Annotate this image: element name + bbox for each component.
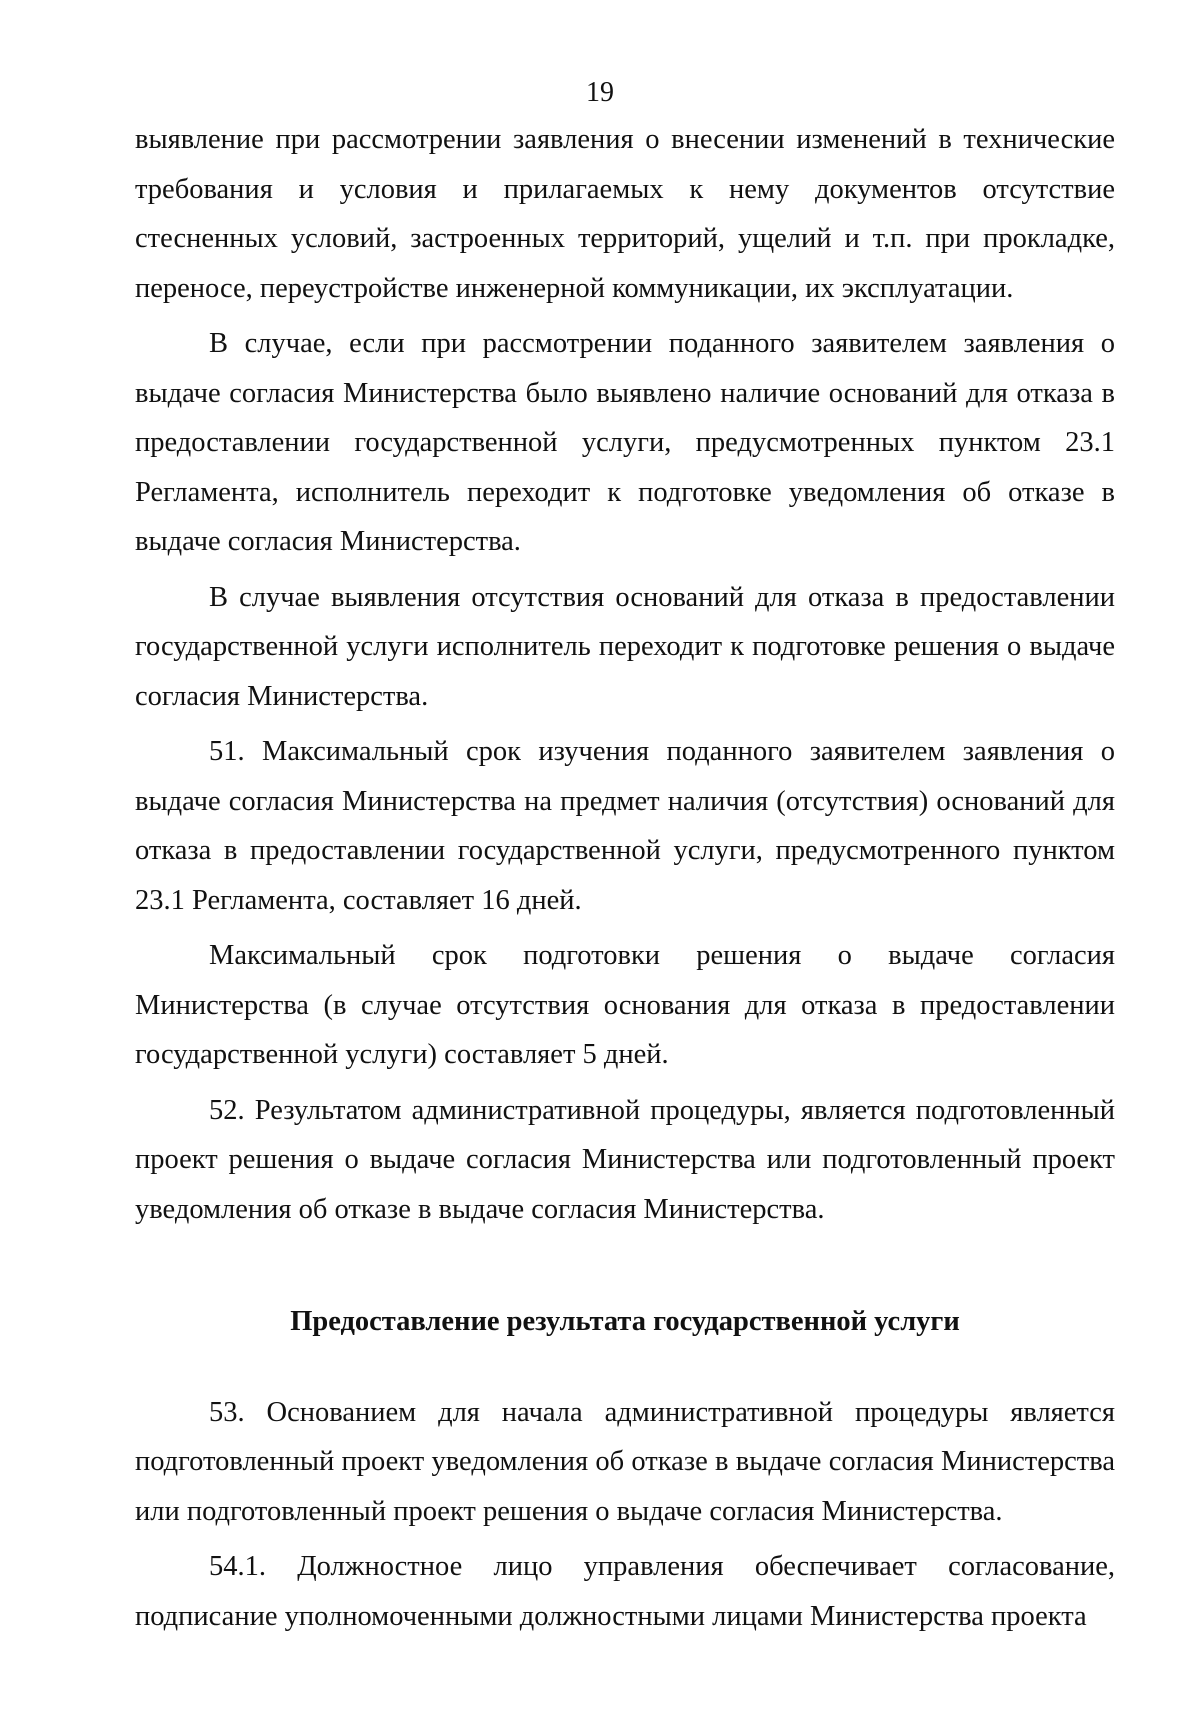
document-body xyxy=(135,115,1115,1647)
paragraph: 53. Основанием для начала административной процедуры является подготовленный проект уведомления об отказе в выдаче согласия Министерства или подготовленный проект решения о выдаче согласия Министерства. xyxy=(135,1396,1115,1527)
paragraph: 52. Результатом административной процедуры, является подготовленный проект решения о выдаче согласия Министерства или подготовленный проект уведомления об отказе в выдаче согласия Министерства. xyxy=(135,1094,1115,1225)
paragraph: В случае выявления отсутствия оснований для отказа в предоставлении государственной услуги исполнитель переходит к подготовке решения о выдаче согласия Министерства. xyxy=(135,581,1115,712)
paragraph: выявление при рассмотрении заявления о внесении изменений в технические требования и условия и прилагаемых к нему документов отсутствие стесненных условий, застроенных территорий, ущелий и т.п. при прокладке, переносе, переустройстве инженерной коммуникации, их эксплуатации. xyxy=(135,124,1115,304)
paragraph: 51. Максимальный срок изучения поданного заявителем заявления о выдаче согласия Министерства на предмет наличия (отсутствия) оснований для отказа в предоставлении государственной услуги, предусмотренного пунктом 23.1 Регламента, составляет 16 дней. xyxy=(135,736,1115,916)
paragraph: В случае, если при рассмотрении поданного заявителем заявления о выдаче согласия Министерства было выявлено наличие оснований для отказа в предоставлении государственной услуги, предусмотренных пунктом 23.1 Регламента, исполнитель переходит к подготовке уведомления об отказе в выдаче согласия Министерства. xyxy=(135,328,1115,557)
paragraph: Максимальный срок подготовки решения о выдаче согласия Министерства (в случае отсутствия основания для отказа в предоставлении государственной услуги) составляет 5 дней. xyxy=(135,940,1115,1070)
section-heading: Предоставление результата государственной услуги xyxy=(290,1306,960,1337)
paragraph: 54.1. Должностное лицо управления обеспечивает согласование, подписание уполномоченными должностными лицами Министерства проекта xyxy=(135,1551,1115,1632)
page-number: 19 xyxy=(586,77,614,108)
